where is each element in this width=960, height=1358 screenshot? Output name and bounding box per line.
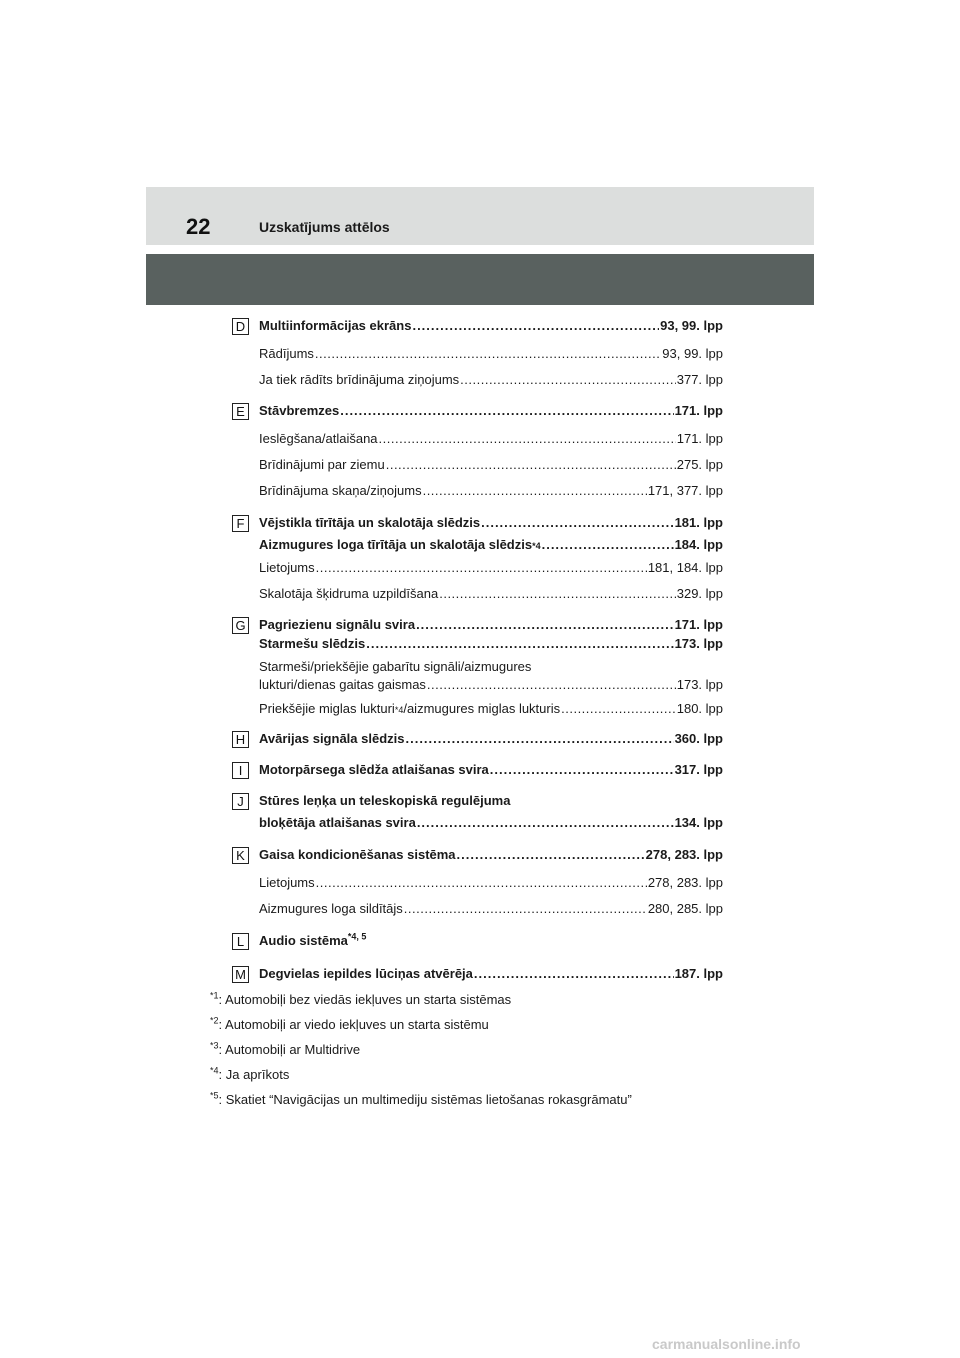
entry-label: Rādījums — [259, 346, 314, 361]
entry-label: Aizmugures loga tīrītāja un skalotāja slēdzis — [259, 537, 533, 552]
letter-g: G — [232, 617, 249, 634]
entry-label: Ja tiek rādīts brīdinājuma ziņojums — [259, 372, 460, 387]
entry-label: Priekšējie miglas lukturi — [259, 701, 395, 716]
entry-ref: 180. lpp — [676, 701, 723, 716]
entry-label: Audio sistēma — [259, 933, 348, 948]
entry-hazard-switch[interactable] — [259, 730, 723, 748]
footnote — [210, 1041, 360, 1059]
entry-fuel-door-opener[interactable] — [259, 965, 723, 983]
entry-audio-system[interactable] — [259, 932, 366, 950]
entry-fog-lights[interactable]: Priekšējie miglas lukturi *4 /aizmugures miglas lukturis ..... 180. lpp — [259, 700, 723, 718]
entry-ref: 171. lpp — [674, 617, 723, 632]
footnote — [210, 991, 511, 1009]
entry-label: Lietojums — [259, 875, 315, 890]
entry-washer-fluid[interactable] — [259, 585, 723, 603]
entry-warning-message[interactable] — [259, 371, 723, 389]
entry-parking-brake[interactable] — [259, 402, 723, 420]
entry-steering-lock-release[interactable] — [259, 814, 723, 832]
letter-e: E — [232, 403, 249, 420]
entry-wiper-usage[interactable] — [259, 559, 723, 577]
entry-label: Gaisa kondicionēšanas sistēma — [259, 847, 456, 862]
entry-ref: 317. lpp — [674, 762, 723, 777]
entry-ref: 93, 99. lpp — [662, 346, 723, 361]
footnote-text: : Skatiet “Navigācijas un multimediju sistēmas lietošanas rokasgrāmatu” — [218, 1092, 632, 1107]
entry-ref: 377. lpp — [676, 372, 723, 387]
entry-ref: 171. lpp — [674, 403, 723, 418]
footnote — [210, 1016, 489, 1034]
entry-ref: 329. lpp — [676, 586, 723, 601]
entry-ref: 360. lpp — [674, 731, 723, 746]
entry-windshield-wiper-switch[interactable] — [259, 514, 723, 532]
entry-multiinfo-display[interactable] — [259, 317, 723, 335]
letter-l: L — [232, 933, 249, 950]
entry-ref: 181, 184. lpp — [647, 560, 723, 575]
entry-label: Brīdinājuma skaņa/ziņojums — [259, 483, 422, 498]
entry-turn-signal-lever[interactable] — [259, 616, 723, 634]
entry-label: Starmešu slēdzis — [259, 636, 366, 651]
entry-label: Multiinformācijas ekrāns — [259, 318, 412, 333]
entry-ref: 134. lpp — [674, 815, 723, 830]
footnote-mark: *1 — [210, 990, 219, 1001]
entry-ref: 275. lpp — [676, 457, 723, 472]
entry-label: Avārijas signāla slēdzis — [259, 731, 405, 746]
entry-ref: 181. lpp — [674, 515, 723, 530]
entry-ac-usage[interactable] — [259, 874, 723, 892]
entry-ref: 280, 285. lpp — [647, 901, 723, 916]
header-band — [146, 187, 814, 245]
entry-ref: 93, 99. lpp — [660, 318, 723, 333]
letter-j: J — [232, 793, 249, 810]
footnote — [210, 1091, 632, 1109]
footnote-text: : Automobiļi ar viedo iekļuves un starta sistēmu — [218, 1017, 489, 1032]
entry-label: Pagriezienu signālu svira — [259, 617, 416, 632]
footnote-mark: *3 — [210, 1040, 219, 1051]
entry-display-readings[interactable] — [259, 345, 723, 363]
entry-ref: 171. lpp — [676, 431, 723, 446]
entry-label: Ieslēgšana/atlaišana — [259, 431, 378, 446]
letter-h: H — [232, 731, 249, 748]
letter-i: I — [232, 762, 249, 779]
entry-lights-line1: Starmeši/priekšējie gabarītu signāli/aizmugures — [259, 659, 532, 674]
entry-rear-wiper-switch[interactable]: Aizmugures loga tīrītāja un skalotāja slēdzis *4 ..... 184. lpp — [259, 536, 723, 554]
entry-hood-release-lever[interactable] — [259, 761, 723, 779]
dark-band — [146, 254, 814, 305]
entry-air-conditioning[interactable] — [259, 846, 723, 864]
entry-label: lukturi/dienas gaitas gaismas — [259, 677, 426, 692]
letter-m: M — [232, 966, 249, 983]
footnote — [210, 1066, 289, 1084]
entry-engage-release[interactable] — [259, 430, 723, 448]
watermark: carmanualsonline.info — [652, 1336, 801, 1352]
entry-ref: 278, 283. lpp — [645, 847, 723, 862]
entry-rear-defogger[interactable] — [259, 900, 723, 918]
entry-label-cont: /aizmugures miglas lukturis — [403, 701, 561, 716]
footnote-text: : Automobiļi ar Multidrive — [218, 1042, 361, 1057]
letter-d: D — [232, 318, 249, 335]
section-title: Uzskatījums attēlos — [259, 219, 390, 235]
entry-ref: 187. lpp — [674, 966, 723, 981]
footnote-mark: *4 — [210, 1065, 219, 1076]
footnote-mark: *5 — [210, 1090, 219, 1101]
entry-ref: 173. lpp — [674, 636, 723, 651]
entry-label: Vējstikla tīrītāja un skalotāja slēdzis — [259, 515, 481, 530]
footnote-text: : Automobiļi bez viedās iekļuves un starta sistēmas — [218, 992, 512, 1007]
entry-ref: 171, 377. lpp — [647, 483, 723, 498]
footnote-text: : Ja aprīkots — [218, 1067, 290, 1082]
entry-ref: 184. lpp — [674, 537, 723, 552]
entry-winter-warnings[interactable] — [259, 456, 723, 474]
entry-label: Aizmugures loga sildītājs — [259, 901, 403, 916]
entry-label: Stāvbremzes — [259, 403, 340, 418]
letter-k: K — [232, 847, 249, 864]
entry-ref: 173. lpp — [676, 677, 723, 692]
entry-steering-line1: Stūres leņķa un teleskopiskā regulējuma — [259, 793, 511, 808]
footnote-mark: *2 — [210, 1015, 219, 1026]
entry-label: Skalotāja šķidruma uzpildīšana — [259, 586, 439, 601]
letter-f: F — [232, 515, 249, 532]
entry-label: bloķētāja atlaišanas svira — [259, 815, 416, 830]
entry-headlight-switch[interactable] — [259, 635, 723, 653]
entry-label: Lietojums — [259, 560, 315, 575]
footnote-mark: *4, 5 — [347, 931, 367, 942]
entry-lights-line2[interactable] — [259, 676, 723, 694]
page-number: 22 — [186, 214, 211, 239]
entry-ref: 278, 283. lpp — [647, 875, 723, 890]
entry-label: Motorpārsega slēdža atlaišanas svira — [259, 762, 489, 777]
entry-warning-buzzer[interactable] — [259, 482, 723, 500]
entry-label: Degvielas iepildes lūciņas atvērēja — [259, 966, 473, 981]
entry-label: Brīdinājumi par ziemu — [259, 457, 385, 472]
